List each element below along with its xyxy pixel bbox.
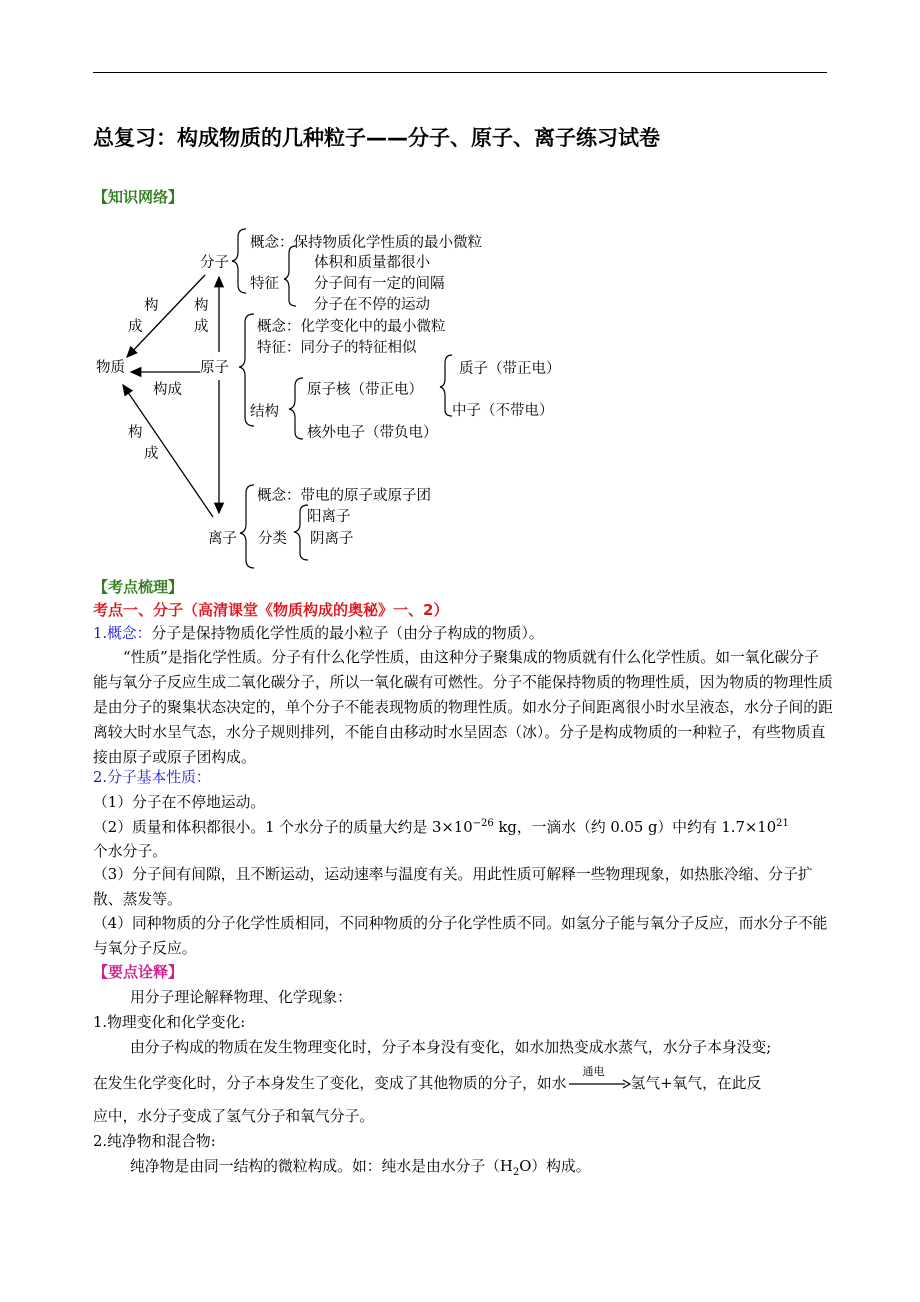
explain-s1-label: 1.物理变化和化学变化: <box>93 1014 246 1031</box>
proton: 质子（带正电） <box>459 361 561 377</box>
brace-ion <box>240 485 254 568</box>
kp1-concept-text: 分子是保持物质化学性质的最小粒子（由分子构成的物质）。 <box>151 625 544 642</box>
molecule-concept: 概念：保持物质化学性质的最小微粒 <box>250 235 482 251</box>
atom-concept: 概念：化学变化中的最小微粒 <box>257 319 446 335</box>
explain-s1-line2-part: 氢气+氧气，在此反 <box>630 1075 762 1092</box>
molecule-feature-item: 分子在不停的运动 <box>314 297 430 313</box>
section-key-points: 【考点梳理】 <box>93 578 184 596</box>
electron: 核外电子（带负电） <box>307 425 438 441</box>
section-knowledge-network: 【知识网络】 <box>93 188 184 206</box>
cation: 阳离子 <box>307 509 351 525</box>
molecule-feature-item: 体积和质量都很小 <box>314 255 430 271</box>
explain-intro: 用分子理论解释物理、化学现象： <box>130 989 352 1006</box>
kp1-item-2-part: kg，一滴水（约 0.05 g）中约有 1.7×10 <box>493 819 777 836</box>
explain-s1-line2-part: 在发生化学变化时，分子本身发生了变化，变成了其他物质的分子，如水 <box>93 1075 567 1092</box>
label-gou-mid: 构 <box>194 298 209 314</box>
node-ion: 离子 <box>208 531 237 547</box>
label-cheng-lower: 成 <box>144 446 159 462</box>
molecule-feature-item: 分子间有一定的间隔 <box>314 276 445 292</box>
brace-atom-structure <box>289 378 303 439</box>
subscript: 2 <box>512 1166 520 1178</box>
page-title: 总复习：构成物质的几种粒子——分子、原子、离子练习试卷 <box>93 126 660 150</box>
anion: 阴离子 <box>310 531 354 547</box>
kp1-heading: 考点一、分子（高清课堂《物质构成的奥秘》一、2） <box>93 601 449 619</box>
label-cheng-mid: 成 <box>194 319 209 335</box>
kp1-item-2 <box>93 816 789 837</box>
kp1-basic-label: 2.分子基本性质： <box>93 769 211 786</box>
explain-s1-line2 <box>93 1065 762 1093</box>
kp1-concept <box>93 622 544 643</box>
ion-class-label: 分类 <box>258 531 287 547</box>
label-goucheng: 构成 <box>153 382 182 398</box>
brace-ion-class <box>294 505 308 560</box>
section-explanation: 【要点诠释】 <box>93 963 184 981</box>
explain-s1-line3: 应中，水分子变成了氢气分子和氧气分子。 <box>93 1108 375 1125</box>
ion-concept: 概念：带电的原子或原子团 <box>257 488 431 504</box>
label-gou-lower: 构 <box>128 425 143 441</box>
label-cheng-left: 成 <box>128 319 143 335</box>
arrow-label: 通电 <box>582 1065 605 1078</box>
label-gou-left: 构 <box>144 298 159 314</box>
explain-s2-part: 纯净物是由同一结构的微粒构成。如：纯水是由水分子（H <box>130 1158 513 1175</box>
atom-feature: 特征：同分子的特征相似 <box>257 340 417 356</box>
kp1-item-2-cont: 个水分子。 <box>93 843 167 860</box>
kp1-concept-label: 1.概念： <box>93 625 152 642</box>
kp1-item-4: （4）同种物质的分子化学性质相同，不同种物质的分子化学性质不同。如氢分子能与氧分子反应，而水分子不能与氧分子反应。 <box>93 915 828 957</box>
exponent: −26 <box>472 818 494 830</box>
electrolysis-arrow <box>567 1065 631 1093</box>
knowledge-diagram <box>0 0 920 580</box>
kp1-paragraph: “性质”是指化学性质。分子有什么化学性质，由这种分子聚集成的物质就有什么化学性质。如一氧化碳分子能与氧分子反应生成二氧化碳分子，所以一氧化碳有可燃性。分子不能保持物质的物理性质，因为物质的物理性质是由分子的聚集状态决定的，单个分子不能表现物质的物理性质。如水分子间距离很小时水呈液态，水分子间的距离较大时水呈气态，水分子规则排列，不能自由移动时水呈固态（冰）。分子是构成物质的一种粒子，有些物质直接由原子或原子团构成。 <box>93 649 833 766</box>
exponent: 21 <box>776 818 789 830</box>
molecule-feature-label: 特征 <box>250 276 279 292</box>
explain-s2-label: 2.纯净物和混合物: <box>93 1133 216 1150</box>
node-molecule: 分子 <box>200 255 229 271</box>
brace-molecule-feature <box>284 246 296 306</box>
kp1-item-3: （3）分子间有间隙，且不断运动，运动速率与温度有关。用此性质可解释一些物理现象，如热胀冷缩、分子扩散、蒸发等。 <box>93 866 813 908</box>
atom-structure-label: 结构 <box>250 404 279 420</box>
node-atom: 原子 <box>200 360 229 376</box>
node-substance: 物质 <box>96 360 125 376</box>
brace-molecule <box>232 229 246 293</box>
arrow-ion-substance <box>123 385 213 517</box>
explain-s2-part: O）构成。 <box>519 1158 591 1175</box>
nucleus: 原子核（带正电） <box>307 382 423 398</box>
neutron: 中子（不带电） <box>452 403 554 419</box>
kp1-item-1: （1）分子在不停地运动。 <box>93 794 266 811</box>
brace-nucleus <box>440 355 452 416</box>
explain-s1-line1: 由分子构成的物质在发生物理变化时，分子本身没有变化，如水加热变成水蒸气，水分子本身没变; <box>130 1039 772 1056</box>
explain-s2-line1 <box>130 1155 591 1178</box>
kp1-item-2-part: （2）质量和体积都很小。1 个水分子的质量大约是 3×10 <box>93 819 473 836</box>
